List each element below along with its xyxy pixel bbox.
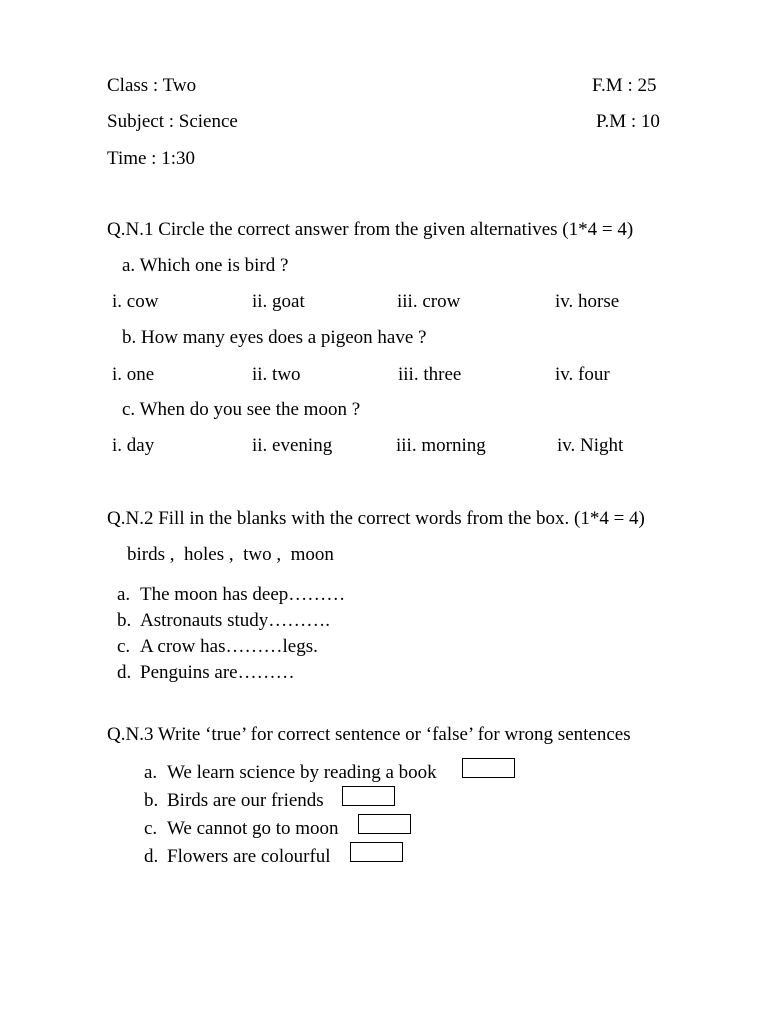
q1a-option-2: ii. goat xyxy=(252,291,305,312)
q2-item-b-marker: b. xyxy=(117,610,132,631)
q3-item-a-text: We learn science by reading a book xyxy=(167,762,437,783)
q3-item-c-text: We cannot go to moon xyxy=(167,818,339,839)
q3-item-c-marker: c. xyxy=(144,818,158,839)
q3-item-a-marker: a. xyxy=(144,762,158,783)
q3-answer-box-c[interactable] xyxy=(358,814,411,834)
q1-question-a: a. Which one is bird ? xyxy=(122,255,289,276)
q1-title: Q.N.1 Circle the correct answer from the given alternatives (1*4 = 4) xyxy=(107,219,634,240)
q3-item-b-marker: b. xyxy=(144,790,159,811)
q1-question-c: c. When do you see the moon ? xyxy=(122,399,361,420)
q1c-option-4: iv. Night xyxy=(557,435,624,456)
q1c-option-3: iii. morning xyxy=(396,435,486,456)
q3-item-b-text: Birds are our friends xyxy=(167,790,324,811)
q3-answer-box-d[interactable] xyxy=(350,842,403,862)
subject-line: Subject : Science xyxy=(107,111,238,132)
q1-question-b: b. How many eyes does a pigeon have ? xyxy=(122,327,427,348)
q1a-option-3: iii. crow xyxy=(397,291,461,312)
pass-marks: P.M : 10 xyxy=(596,111,660,132)
q1a-option-1: i. cow xyxy=(112,291,159,312)
q3-item-d-text: Flowers are colourful xyxy=(167,846,331,867)
q1b-option-3: iii. three xyxy=(398,364,462,385)
q2-item-a-marker: a. xyxy=(117,584,131,605)
q1c-option-1: i. day xyxy=(112,435,155,456)
q3-answer-box-a[interactable] xyxy=(462,758,515,778)
full-marks: F.M : 25 xyxy=(592,75,657,96)
q2-item-b-text: Astronauts study………. xyxy=(140,610,330,631)
class-line: Class : Two xyxy=(107,75,197,96)
q1b-option-2: ii. two xyxy=(252,364,301,385)
q3-title: Q.N.3 Write ‘true’ for correct sentence or ‘false’ for wrong sentences xyxy=(107,724,631,745)
q1a-option-4: iv. horse xyxy=(555,291,620,312)
q2-item-c-marker: c. xyxy=(117,636,131,657)
q2-item-c-text: A crow has………legs. xyxy=(140,636,318,657)
q1c-option-2: ii. evening xyxy=(252,435,333,456)
q2-word-box: birds , holes , two , moon xyxy=(127,544,334,565)
q2-item-a-text: The moon has deep……… xyxy=(140,584,346,605)
q3-item-d-marker: d. xyxy=(144,846,159,867)
q1b-option-1: i. one xyxy=(112,364,155,385)
q1b-option-4: iv. four xyxy=(555,364,610,385)
q2-item-d-text: Penguins are……… xyxy=(140,662,295,683)
q3-answer-box-b[interactable] xyxy=(342,786,395,806)
q2-item-d-marker: d. xyxy=(117,662,132,683)
q2-title: Q.N.2 Fill in the blanks with the correct words from the box. (1*4 = 4) xyxy=(107,508,645,529)
time-line: Time : 1:30 xyxy=(107,148,195,169)
